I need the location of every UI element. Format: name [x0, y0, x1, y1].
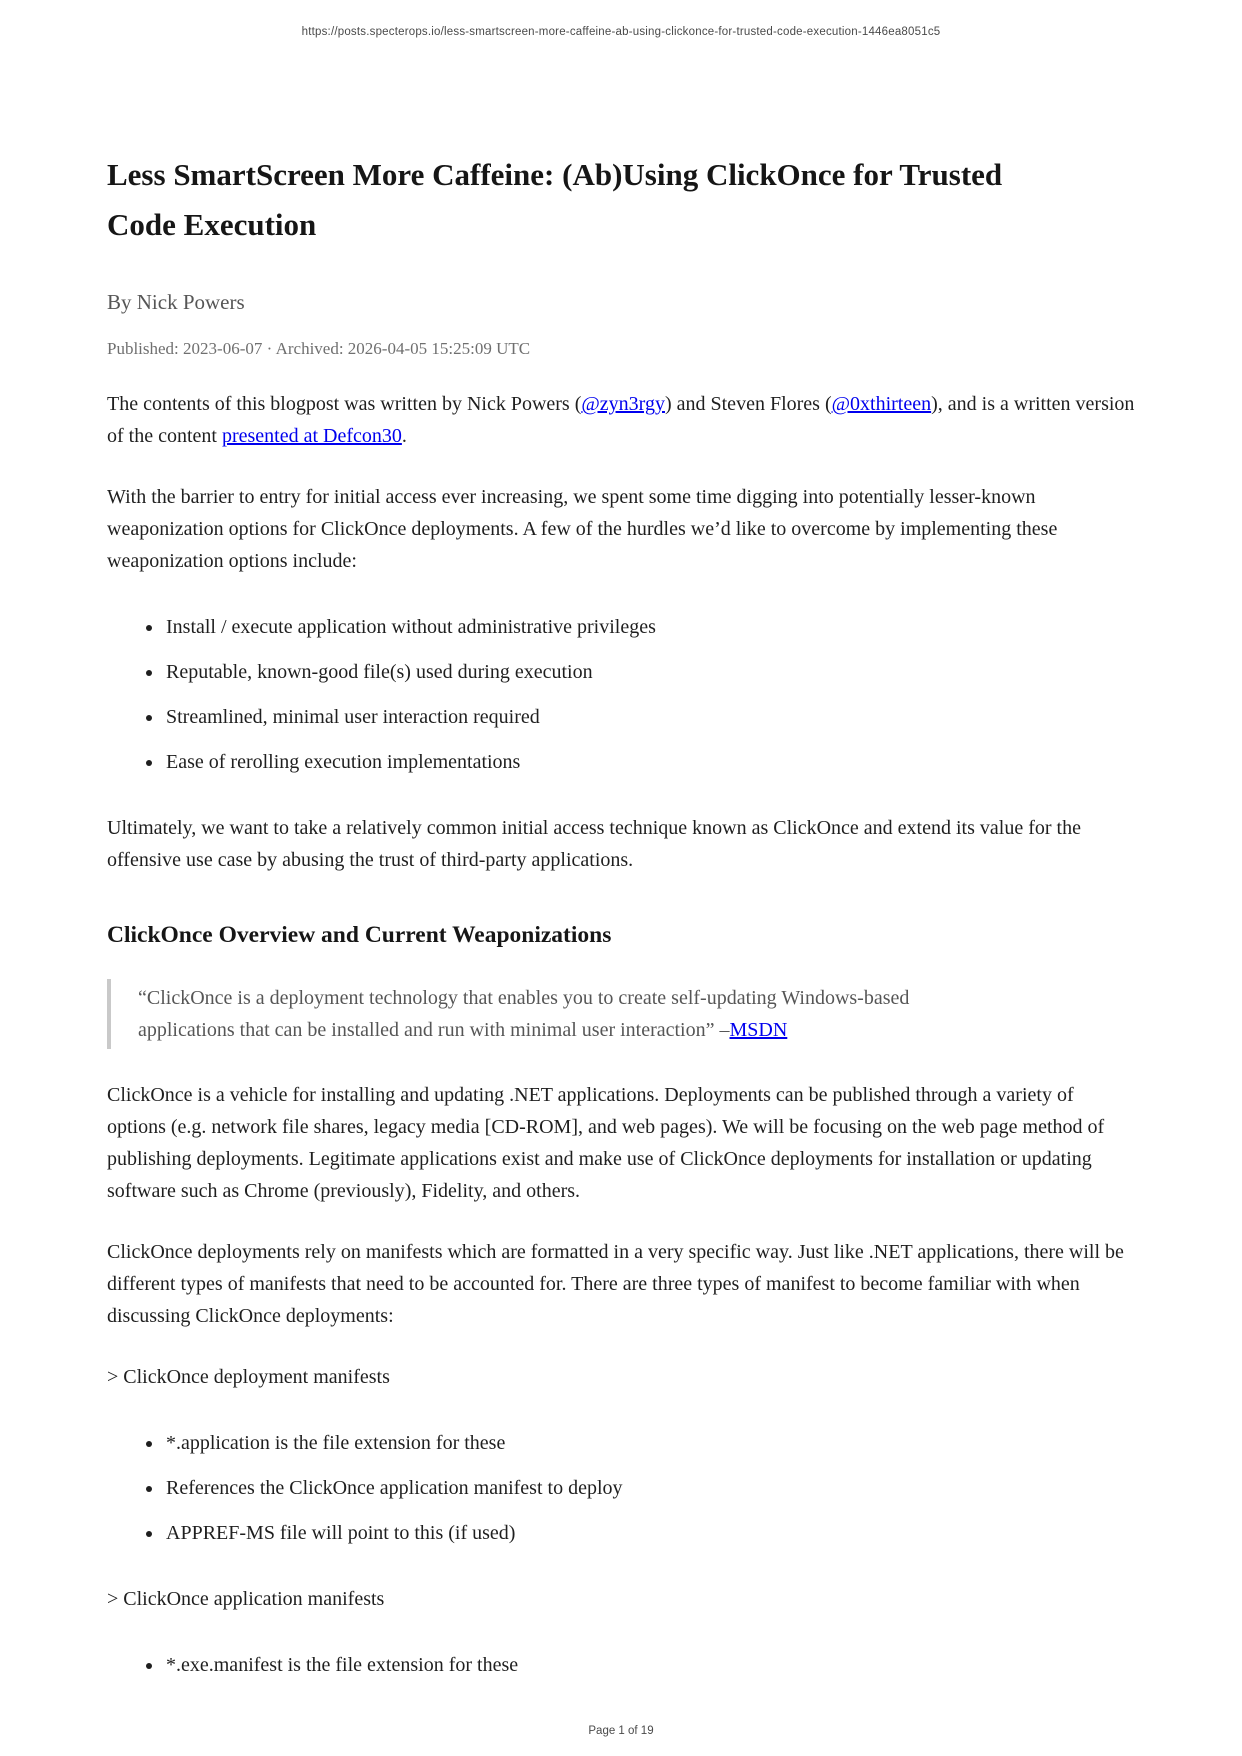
msdn-link[interactable]: MSDN: [729, 1019, 788, 1042]
author-link-0xthirteen[interactable]: @0xthirteen: [831, 393, 932, 416]
barrier-paragraph: With the barrier to entry for initial access ever increasing, we spent some time digging into potentially lesser-known weaponization options for ClickOnce deployments. A few of the hurdles we’d like to overcome by implementing these weaponization options include:: [107, 486, 1058, 573]
byline: By Nick Powers: [107, 290, 245, 315]
intro-text-1: The contents of this blogpost was written by Nick Powers (: [107, 393, 582, 416]
intro-text-2: ) and Steven Flores (: [664, 393, 832, 416]
deployment-manifests-heading: > ClickOnce deployment manifests: [107, 1366, 390, 1389]
list-item: • *.exe.manifest is the file extension for these: [164, 1649, 1135, 1681]
application-manifests-list: [107, 1649, 1135, 1681]
list-item: • References the ClickOnce application manifest to deploy: [164, 1472, 1135, 1504]
hurdles-list: [107, 611, 1135, 778]
msdn-blockquote: [107, 979, 988, 1049]
list-item: • Ease of rerolling execution implementations: [164, 746, 1135, 778]
list-item: • Reputable, known-good file(s) used during execution: [164, 656, 1135, 688]
vehicle-paragraph: ClickOnce is a vehicle for installing and updating .NET applications. Deployments can be published through a variety of options (e.g. network file shares, legacy media [CD-ROM], and web pages). We will be focusing on the web page method of publishing deployments. Legitimate applications exist and make use of ClickOnce deployments for installation or updating software such as Chrome (previously), Fidelity, and others.: [107, 1084, 1105, 1203]
print-header-url: https://posts.specterops.io/less-smartscreen-more-caffeine-ab-using-clickonce-for-trusted-code-execution-1446ea8051c5: [301, 26, 941, 38]
manifests-paragraph: ClickOnce deployments rely on manifests which are formatted in a very specific way. Just like .NET applications, there will be different types of manifests that need to be accounted for. There are three types of manifest to become familiar with when discussing ClickOnce deployments:: [107, 1241, 1124, 1328]
intro-paragraph: [107, 388, 1135, 452]
list-item: • Install / execute application without administrative privileges: [164, 611, 1135, 643]
intro-text-3: ), and is a written version of the content: [107, 393, 1135, 448]
list-item: • Streamlined, minimal user interaction required: [164, 701, 1135, 733]
application-manifests-heading: > ClickOnce application manifests: [107, 1588, 385, 1611]
defcon30-link[interactable]: presented at Defcon30: [221, 425, 402, 448]
ultimately-paragraph: Ultimately, we want to take a relatively common initial access technique known as ClickOnce and extend its value for the offensive use case by abusing the trust of third-party applications.: [107, 817, 1081, 872]
list-item: • *.application is the file extension for these: [164, 1427, 1135, 1459]
section-heading-overview: ClickOnce Overview and Current Weaponizations: [107, 922, 612, 949]
intro-text-4: .: [401, 425, 407, 448]
quote-text: “ClickOnce is a deployment technology that enables you to create self-updating Windows-based applications that can be installed and run with minimal user interaction” –: [138, 987, 910, 1042]
article-title: Less SmartScreen More Caffeine: (Ab)Using ClickOnce for Trusted Code Execution: [107, 157, 1003, 243]
deployment-manifests-list: [107, 1427, 1135, 1549]
author-link-zyn3rgy[interactable]: @zyn3rgy: [581, 393, 665, 416]
page-number: Page 1 of 19: [588, 1725, 654, 1737]
list-item: • APPREF-MS file will point to this (if used): [164, 1517, 1135, 1549]
publish-archive-meta: Published: 2023-06-07 · Archived: 2026-04-05 15:25:09 UTC: [107, 339, 531, 359]
